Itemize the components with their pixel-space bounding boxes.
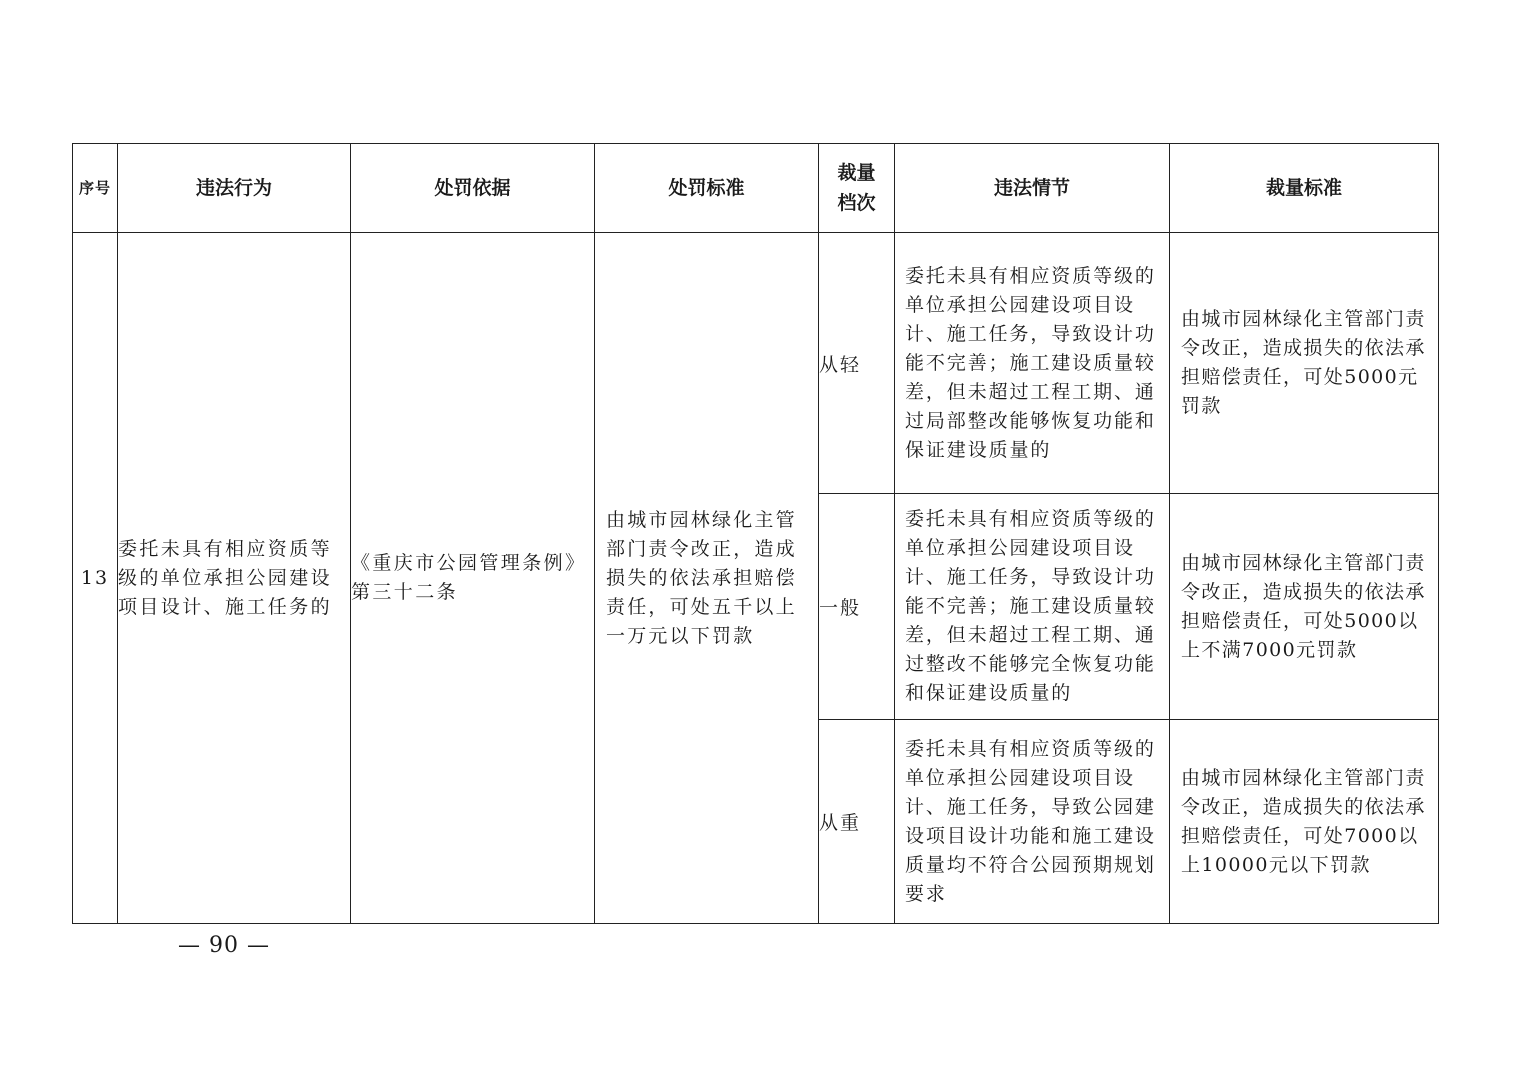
record-seq: 13 xyxy=(73,233,118,924)
record-standard: 由城市园林绿化主管部门责令改正，造成损失的依法承担赔偿责任，可处五千以上一万元以下罚款 xyxy=(595,233,819,924)
page-number: — 90 — xyxy=(178,933,270,958)
tier-circumstance-normal: 委托未具有相应资质等级的单位承担公园建设项目设计、施工任务，导致设计功能不完善；施工建设质量较差，但未超过工程工期、通过整改不能够完全恢复功能和保证建设质量的 xyxy=(895,494,1170,720)
header-discretion: 裁量标准 xyxy=(1170,144,1439,233)
tier-circumstance-heavy: 委托未具有相应资质等级的单位承担公园建设项目设计、施工任务，导致公园建设项目设计功能和施工建设质量均不符合公园预期规划要求 xyxy=(895,720,1170,924)
table-row xyxy=(73,233,1439,494)
tier-level-light: 从轻 xyxy=(819,233,895,494)
tier-circumstance-light: 委托未具有相应资质等级的单位承担公园建设项目设计、施工任务，导致设计功能不完善；施工建设质量较差，但未超过工程工期、通过局部整改能够恢复功能和保证建设质量的 xyxy=(895,233,1170,494)
header-level: 裁量 档次 xyxy=(819,144,895,233)
tier-level-heavy: 从重 xyxy=(819,720,895,924)
penalty-discretion-table xyxy=(72,143,1439,924)
header-standard: 处罚标准 xyxy=(595,144,819,233)
table-header-row xyxy=(73,144,1439,233)
record-violation: 委托未具有相应资质等级的单位承担公园建设项目设计、施工任务的 xyxy=(118,233,351,924)
tier-level-normal: 一般 xyxy=(819,494,895,720)
tier-discretion-normal: 由城市园林绿化主管部门责令改正，造成损失的依法承担赔偿责任，可处5000以上不满7000元罚款 xyxy=(1170,494,1439,720)
header-seq: 序号 xyxy=(73,144,118,233)
tier-discretion-heavy: 由城市园林绿化主管部门责令改正，造成损失的依法承担赔偿责任，可处7000以上10000元以下罚款 xyxy=(1170,720,1439,924)
record-basis: 《重庆市公园管理条例》第三十二条 xyxy=(351,233,595,924)
header-violation: 违法行为 xyxy=(118,144,351,233)
header-circumstance: 违法情节 xyxy=(895,144,1170,233)
tier-discretion-light: 由城市园林绿化主管部门责令改正，造成损失的依法承担赔偿责任，可处5000元罚款 xyxy=(1170,233,1439,494)
header-basis: 处罚依据 xyxy=(351,144,595,233)
